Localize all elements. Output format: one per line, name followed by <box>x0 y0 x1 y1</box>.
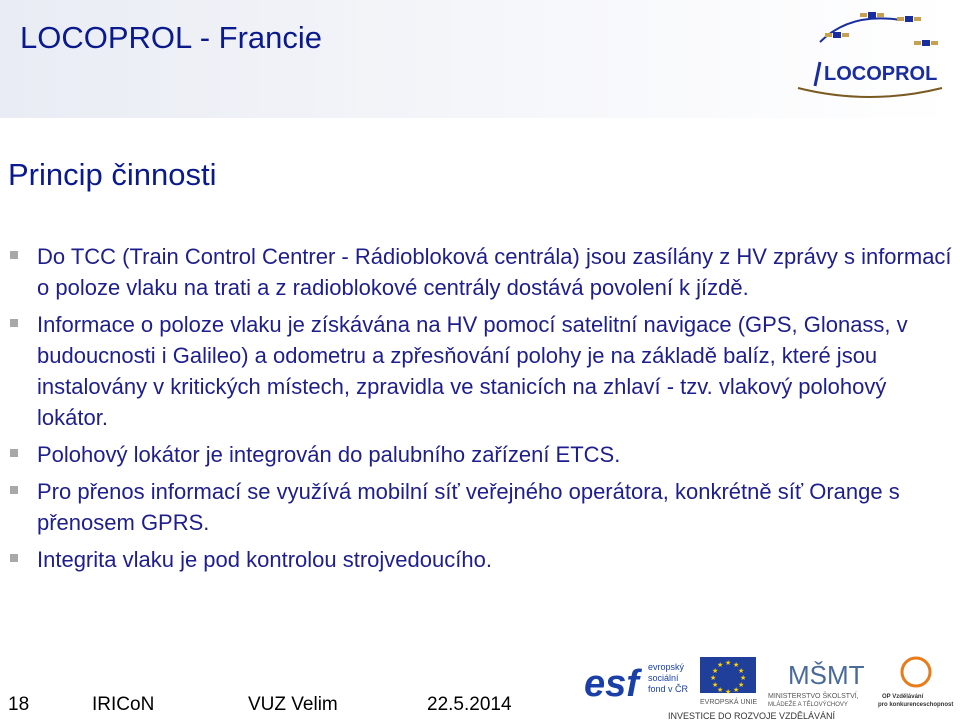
svg-text:fond v ČR: fond v ČR <box>648 684 689 694</box>
bullet-item <box>0 439 955 470</box>
svg-text:★: ★ <box>710 674 717 682</box>
bullet-marker-icon <box>10 449 18 457</box>
bullet-item <box>0 544 955 575</box>
bullet-item <box>0 309 955 433</box>
bullet-list <box>0 241 955 581</box>
msmt-logo <box>768 660 865 708</box>
svg-text:★: ★ <box>712 681 719 689</box>
esf-logo <box>584 662 689 705</box>
slide-title: LOCOPROL - Francie <box>20 20 323 55</box>
svg-text:esf: esf <box>584 663 639 705</box>
section-title: Princip činnosti <box>8 157 217 192</box>
svg-text:evropský: evropský <box>648 662 685 672</box>
svg-text:★: ★ <box>738 667 745 675</box>
svg-text:★: ★ <box>712 667 719 675</box>
svg-text:pro konkurenceschopnost: pro konkurenceschopnost <box>878 702 954 708</box>
svg-text:MŠMT: MŠMT <box>788 660 865 690</box>
svg-text:★: ★ <box>717 661 724 669</box>
footer-org: IRICoN <box>92 694 155 715</box>
bullet-marker-icon <box>10 554 18 562</box>
bullet-marker-icon <box>10 319 18 327</box>
locoprol-logo <box>790 2 950 110</box>
svg-text:MLÁDEŽE A TĚLOVÝCHOVY: MLÁDEŽE A TĚLOVÝCHOVY <box>768 702 848 708</box>
svg-text:INVESTICE DO ROZVOJE VZDĚLÁVÁN: INVESTICE DO ROZVOJE VZDĚLÁVÁNÍ <box>668 711 836 721</box>
bullet-text: Pro přenos informací se využívá mobilní síť veřejného operátora, konkrétně síť Orange s přenosem GPRS. <box>37 479 900 535</box>
bullet-text: Integrita vlaku je pod kontrolou strojvedoucího. <box>37 547 492 572</box>
svg-text:★: ★ <box>717 686 724 694</box>
bullet-marker-icon <box>10 486 18 494</box>
bullet-item <box>0 476 955 538</box>
eu-flag-icon <box>700 657 758 706</box>
partner-logos <box>582 652 960 722</box>
svg-text:★: ★ <box>733 661 740 669</box>
bullet-marker-icon <box>10 251 18 259</box>
bullet-text: Polohový lokátor je integrován do palubního zařízení ETCS. <box>37 442 621 467</box>
footer-date: 22.5.2014 <box>427 694 512 715</box>
svg-text:★: ★ <box>725 688 732 696</box>
bullet-text: Do TCC (Train Control Centrer - Rádiobloková centrála) jsou zasílány z HV zprávy s informací o poloze vlaku na trati a z radioblokové centrály dostává povolení k jízdě. <box>37 244 952 300</box>
bullet-item <box>0 241 955 303</box>
svg-text:★: ★ <box>725 659 732 667</box>
svg-text:EVROPSKÁ UNIE: EVROPSKÁ UNIE <box>700 699 758 706</box>
svg-text:LOCOPROL: LOCOPROL <box>824 63 938 85</box>
op-vk-logo <box>878 658 953 708</box>
svg-text:MINISTERSTVO ŠKOLSTVÍ,: MINISTERSTVO ŠKOLSTVÍ, <box>768 693 859 700</box>
page-number: 18 <box>8 694 30 715</box>
svg-text:OP Vzdělávání: OP Vzdělávání <box>882 694 924 700</box>
footer-institute: VUZ Velim <box>248 694 338 715</box>
svg-text:sociální: sociální <box>648 673 679 683</box>
svg-text:★: ★ <box>740 674 747 682</box>
svg-text:★: ★ <box>733 686 740 694</box>
svg-text:★: ★ <box>738 681 745 689</box>
bullet-text: Informace o poloze vlaku je získávána na HV pomocí satelitní navigace (GPS, Glonass, v budoucnosti i Galileo) a odometru a zpřesňování polohy je na základě balíz, které jsou instalovány v kritických místech, zpravidla ve stanicích na zhlaví - tzv. vlakový polohový lokátor. <box>37 312 908 430</box>
